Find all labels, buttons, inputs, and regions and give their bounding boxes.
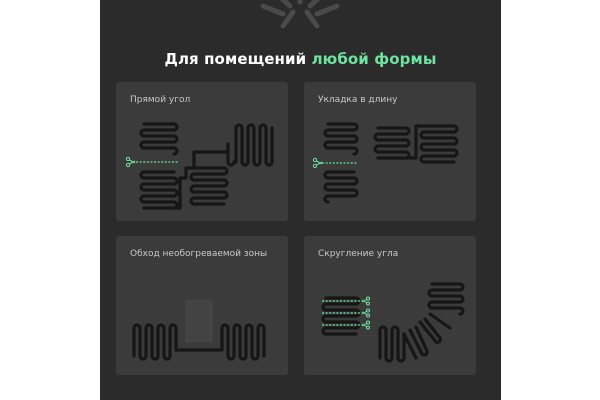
card-title-rounded-corner: Скругление угла [318, 249, 399, 259]
scissors-icon [362, 321, 370, 329]
page-title-accent: любой формы [311, 50, 437, 68]
card-bypass-zone [116, 236, 288, 375]
scissors-icon [362, 309, 370, 317]
card-title-lengthwise: Укладка в длину [318, 95, 398, 105]
cable-layout-lengthwise [304, 82, 476, 221]
card-rounded-corner [304, 236, 476, 375]
cable-layout-rounded-corner [304, 236, 476, 375]
card-lengthwise [304, 82, 476, 221]
page-title-main: Для помещений [164, 50, 312, 68]
card-right-angle [116, 82, 288, 221]
sunburst-logo-icon [235, 0, 365, 30]
page-title [100, 50, 501, 68]
unheated-zone [186, 300, 212, 342]
scissors-icon [313, 158, 322, 167]
card-title-right-angle: Прямой угол [130, 95, 191, 105]
cable-layout-right-angle [116, 82, 288, 221]
infographic-panel [100, 0, 501, 400]
card-title-bypass-zone: Обход необогреваемой зоны [130, 249, 268, 259]
cable-layout-bypass-zone [116, 236, 288, 375]
scissors-icon [126, 157, 135, 166]
scissors-icon [362, 297, 370, 305]
